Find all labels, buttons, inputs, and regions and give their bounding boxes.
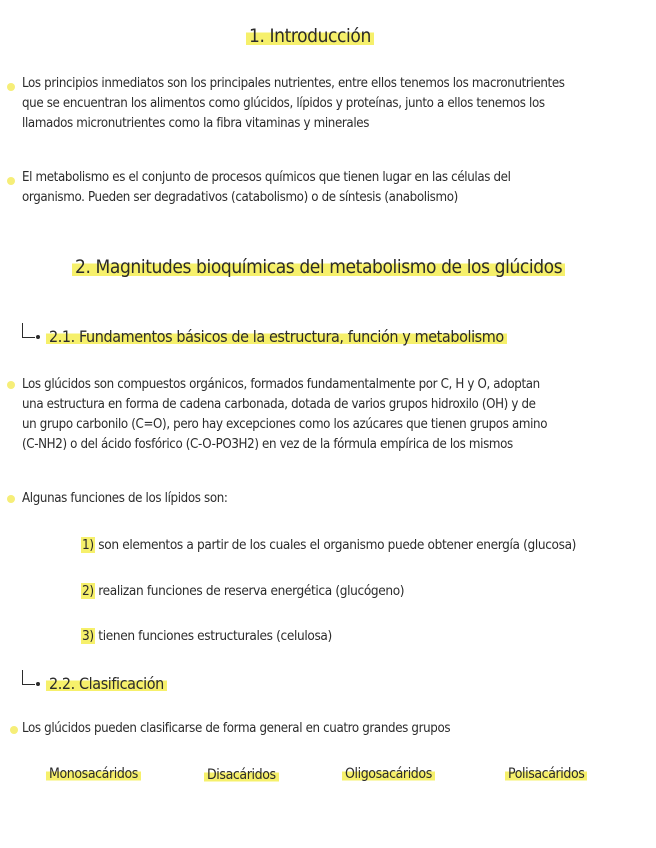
arrow-tip-icon bbox=[36, 335, 40, 339]
subsection-2-1-title: 2.1. Fundamentos básicos de la estructura, función y metabolismo bbox=[46, 327, 507, 346]
paragraph-line: Los glúcidos son compuestos orgánicos, formados fundamentalmente por C, H y O, adoptan bbox=[22, 377, 540, 392]
paragraph-line: llamados micronutrientes como la fibra vitaminas y minerales bbox=[22, 116, 370, 131]
paragraph-line: una estructura en forma de cadena carbonada, dotada de varios grupos hidroxilo (OH) y de bbox=[22, 397, 536, 412]
function-text: son elementos a partir de los cuales el organismo puede obtener energía (glucosa) bbox=[98, 537, 577, 553]
bullet-dot bbox=[7, 381, 15, 389]
sub-arrow-icon bbox=[22, 323, 35, 338]
function-item bbox=[81, 537, 576, 553]
function-text: tienen funciones estructurales (celulosa) bbox=[98, 628, 332, 644]
category-polysaccharides: Polisacáridos bbox=[505, 766, 587, 782]
paragraph-line: Los principios inmediatos son los principales nutrientes, entre ellos tenemos los macronutrientes bbox=[22, 76, 565, 91]
paragraph-line: (C-NH2) o del ácido fosfórico (C-O-PO3H2) en vez de la fórmula empírica de los mismos bbox=[22, 437, 513, 452]
paragraph-line: organismo. Pueden ser degradativos (catabolismo) o de síntesis (anabolismo) bbox=[22, 190, 458, 205]
paragraph-line: El metabolismo es el conjunto de procesos químicos que tienen lugar en las células del bbox=[22, 170, 511, 185]
category-disaccharides: Disacáridos bbox=[204, 767, 279, 783]
function-number: 2) bbox=[82, 583, 94, 599]
paragraph-line: que se encuentran los alimentos como glúcidos, lípidos y proteínas, junto a ellos tenemos los bbox=[22, 96, 545, 111]
category-monosaccharides: Monosacáridos bbox=[46, 766, 141, 782]
function-number: 3) bbox=[82, 628, 94, 644]
intro-paragraph-1 bbox=[22, 74, 652, 134]
bullet-dot bbox=[7, 83, 15, 91]
function-number: 1) bbox=[82, 537, 94, 553]
arrow-tip-icon bbox=[36, 682, 40, 686]
bullet-dot bbox=[7, 177, 15, 185]
section-1-title: 1. Introducción bbox=[246, 25, 374, 47]
glucids-paragraph bbox=[22, 375, 652, 455]
subsection-2-2-title: 2.2. Clasificación bbox=[46, 674, 167, 693]
category-oligosaccharides: Oligosacáridos bbox=[342, 766, 435, 782]
intro-paragraph-2 bbox=[22, 168, 652, 208]
classification-intro: Los glúcidos pueden clasificarse de forma general en cuatro grandes grupos bbox=[22, 721, 451, 736]
function-item bbox=[81, 583, 404, 599]
bullet-dot bbox=[10, 726, 18, 734]
functions-intro: Algunas funciones de los lípidos son: bbox=[22, 491, 228, 506]
section-2-title: 2. Magnitudes bioquímicas del metabolismo de los glúcidos bbox=[72, 256, 565, 278]
bullet-dot bbox=[7, 495, 15, 503]
sub-arrow-icon bbox=[22, 670, 35, 685]
paragraph-line: un grupo carbonilo (C=O), pero hay excepciones como los azúcares que tienen grupos amino bbox=[22, 417, 548, 432]
function-item bbox=[81, 628, 332, 644]
function-text: realizan funciones de reserva energética (glucógeno) bbox=[98, 583, 405, 599]
